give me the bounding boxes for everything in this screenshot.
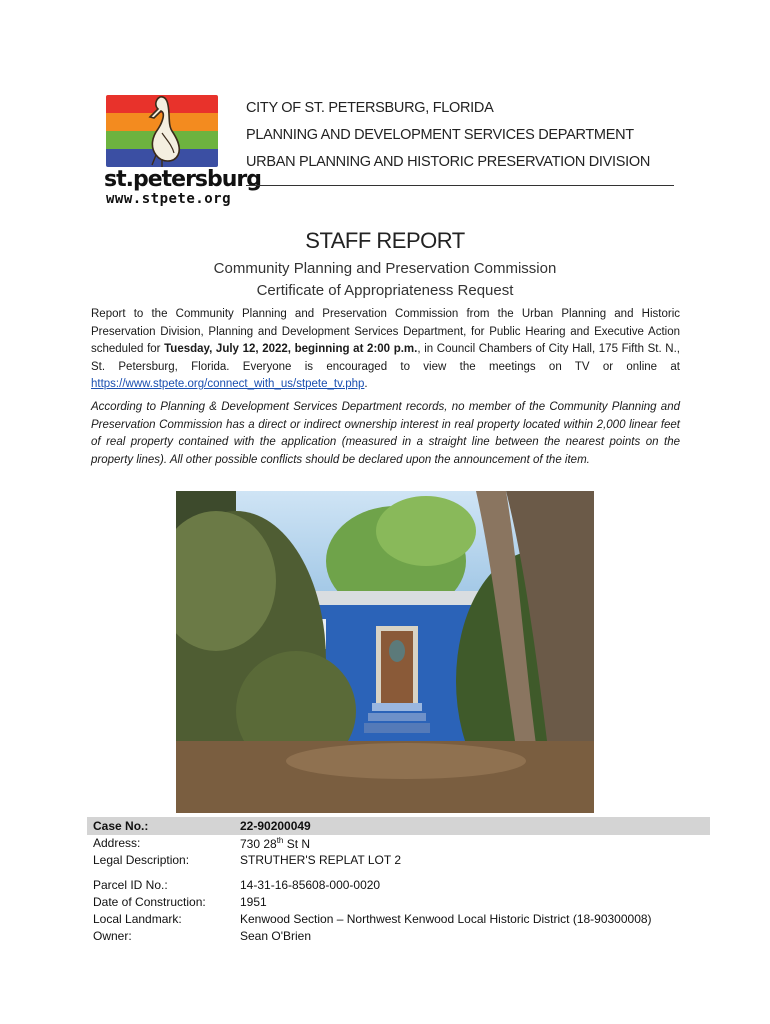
local-landmark-value: Kenwood Section – Northwest Kenwood Local Historic District (18-90300008) bbox=[240, 912, 652, 926]
case-number-label: Case No.: bbox=[93, 819, 149, 833]
property-photo bbox=[176, 491, 594, 813]
legal-description-value: STRUTHER'S REPLAT LOT 2 bbox=[240, 853, 401, 867]
subtitle-request: Certificate of Appropriateness Request bbox=[256, 282, 514, 299]
local-landmark-label: Local Landmark: bbox=[93, 912, 182, 926]
owner-label: Owner: bbox=[93, 929, 132, 943]
disclosure-paragraph: According to Planning & Development Services Department records, no member of the Community Planning and Preservation Commission has a direct or indirect ownership interest in real property located within 2,000 linear feet of real property contained with the application (measured in a straight line between the nearest points on the property lines). All other possible conflicts should be declared upon the announcement of the item. bbox=[91, 401, 680, 466]
address-label: Address: bbox=[93, 836, 141, 850]
construction-date-value: 1951 bbox=[240, 895, 267, 909]
address-value bbox=[240, 836, 310, 851]
intro-paragraph bbox=[91, 306, 680, 394]
case-number-value: 22-90200049 bbox=[240, 819, 311, 833]
legal-description-label: Legal Description: bbox=[93, 853, 190, 867]
logo-wordmark: st.petersburg bbox=[104, 167, 262, 192]
parcel-id-value: 14-31-16-85608-000-0020 bbox=[240, 878, 381, 892]
address-ordinal: th bbox=[276, 836, 284, 845]
pelican-icon bbox=[132, 93, 192, 169]
hearing-date: Tuesday, July 12, 2022, beginning at 2:00 p.m. bbox=[164, 343, 418, 355]
header-city: CITY OF ST. PETERSBURG, FLORIDA bbox=[246, 100, 494, 116]
header-department: PLANNING AND DEVELOPMENT SERVICES DEPARTMENT bbox=[246, 127, 634, 143]
report-title: STAFF REPORT bbox=[305, 228, 465, 253]
logo-url: www.stpete.org bbox=[106, 191, 232, 207]
header-rule bbox=[246, 185, 674, 186]
stpete-tv-link[interactable]: https://www.stpete.org/connect_with_us/stpete_tv.php bbox=[91, 378, 365, 390]
address-number: 730 28 bbox=[240, 837, 277, 851]
subtitle-commission: Community Planning and Preservation Commission bbox=[213, 260, 557, 277]
intro-text: Report to the Community Planning and Preservation Commission from the Urban Planning and Historic Preservation Division, Planning and Development Services Department, for Public Hearing and Executive Action scheduled for bbox=[91, 308, 680, 355]
intro-location-text: , in Council Chambers of City Hall, 175 Fifth St. N., St. Petersburg, Florida. Everyone is encouraged to view the meetings on TV or online at bbox=[91, 343, 680, 373]
case-header-band bbox=[87, 817, 710, 835]
owner-value: Sean O'Brien bbox=[240, 929, 311, 943]
header-division: URBAN PLANNING AND HISTORIC PRESERVATION DIVISION bbox=[246, 154, 651, 170]
parcel-id-label: Parcel ID No.: bbox=[93, 878, 168, 892]
address-street: St N bbox=[283, 837, 311, 851]
intro-end: . bbox=[364, 378, 368, 390]
construction-date-label: Date of Construction: bbox=[93, 895, 206, 909]
city-logo bbox=[104, 93, 262, 211]
